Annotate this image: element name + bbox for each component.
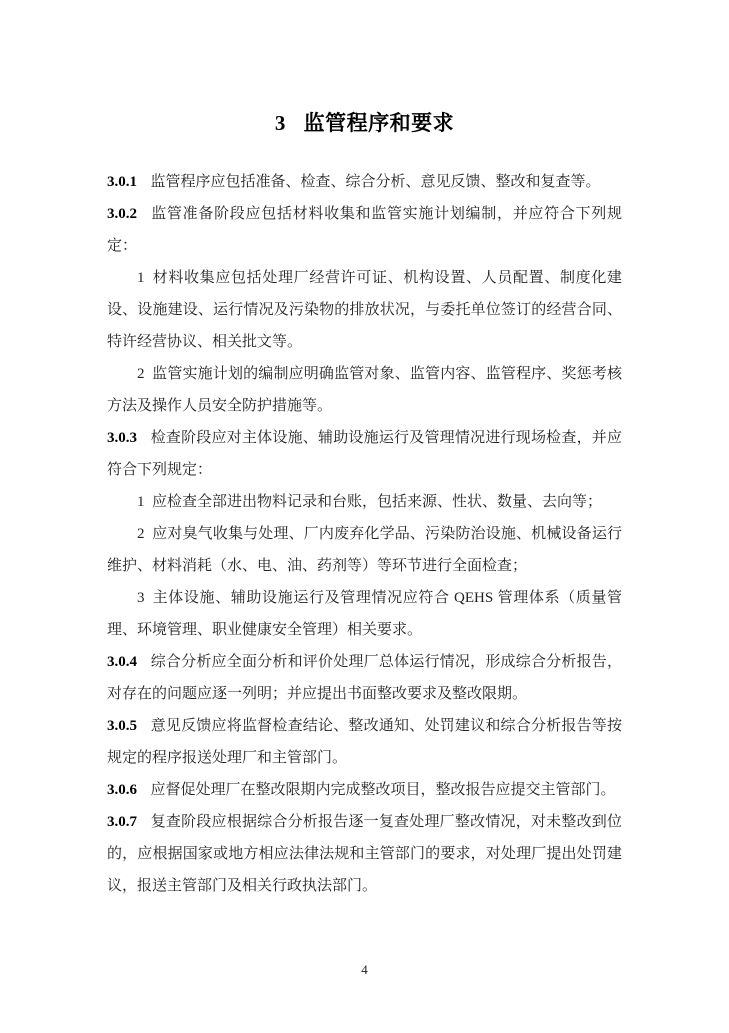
clause-number: 3.0.2 <box>107 206 137 222</box>
item-number: 2 <box>137 366 145 382</box>
list-item <box>107 486 622 518</box>
clause-text: 复查阶段应根据综合分析报告逐一复查处理厂整改情况，对未整改到位的，应根据国家或地方相应法律法规和主管部门的要求，对处理厂提出处罚建议，报送主管部门及相关行政执法部门。 <box>107 814 622 894</box>
item-number: 1 <box>137 494 145 510</box>
clause-3-0-2 <box>107 198 622 262</box>
clause-3-0-1 <box>107 166 622 198</box>
chapter-title <box>0 0 729 138</box>
clause-text: 应督促处理厂在整改限期内完成整改项目，整改报告应提交主管部门。 <box>150 782 616 798</box>
chapter-title-text: 监管程序和要求 <box>303 111 455 135</box>
clause-text: 监管准备阶段应包括材料收集和监管实施计划编制，并应符合下列规定： <box>107 206 622 254</box>
item-number: 2 <box>137 526 145 542</box>
item-text: 材料收集应包括处理厂经营许可证、机构设置、人员配置、制度化建设、设施建设、运行情况及污染物的排放状况，与委托单位签订的经营合同、特许经营协议、相关批文等。 <box>107 270 622 350</box>
chapter-number: 3 <box>274 111 286 135</box>
clause-number: 3.0.3 <box>107 430 137 446</box>
list-item <box>107 262 622 358</box>
item-text: 监管实施计划的编制应明确监管对象、监管内容、监管程序、奖惩考核方法及操作人员安全防护措施等。 <box>107 366 622 414</box>
item-text: 应对臭气收集与处理、厂内废弃化学品、污染防治设施、机械设备运行维护、材料消耗（水、电、油、药剂等）等环节进行全面检查； <box>107 526 622 574</box>
clause-3-0-4 <box>107 646 622 710</box>
item-number: 3 <box>137 590 145 606</box>
page-number: 4 <box>361 962 368 977</box>
item-text: 主体设施、辅助设施运行及管理情况应符合 QEHS 管理体系（质量管理、环境管理、职业健康安全管理）相关要求。 <box>107 590 622 638</box>
clause-number: 3.0.7 <box>107 814 137 830</box>
clause-number: 3.0.6 <box>107 782 137 798</box>
clause-text: 监管程序应包括准备、检查、综合分析、意见反馈、整改和复查等。 <box>150 174 601 190</box>
clause-number: 3.0.1 <box>107 174 137 190</box>
page-footer <box>0 962 729 978</box>
list-item <box>107 518 622 582</box>
clause-number: 3.0.4 <box>107 654 137 670</box>
clause-3-0-3 <box>107 422 622 486</box>
clause-3-0-7 <box>107 806 622 902</box>
item-text: 应检查全部进出物料记录和台账，包括来源、性状、数量、去向等； <box>152 494 603 510</box>
list-item <box>107 582 622 646</box>
item-number: 1 <box>137 270 145 286</box>
document-body <box>107 166 622 902</box>
clause-3-0-5 <box>107 710 622 774</box>
clause-3-0-6 <box>107 774 622 806</box>
clause-number: 3.0.5 <box>107 718 137 734</box>
clause-text: 意见反馈应将监督检查结论、整改通知、处罚建议和综合分析报告等按规定的程序报送处理厂和主管部门。 <box>107 718 622 766</box>
clause-text: 检查阶段应对主体设施、辅助设施运行及管理情况进行现场检查，并应符合下列规定： <box>107 430 622 478</box>
list-item <box>107 358 622 422</box>
clause-text: 综合分析应全面分析和评价处理厂总体运行情况，形成综合分析报告，对存在的问题应逐一列明；并应提出书面整改要求及整改限期。 <box>107 654 622 702</box>
